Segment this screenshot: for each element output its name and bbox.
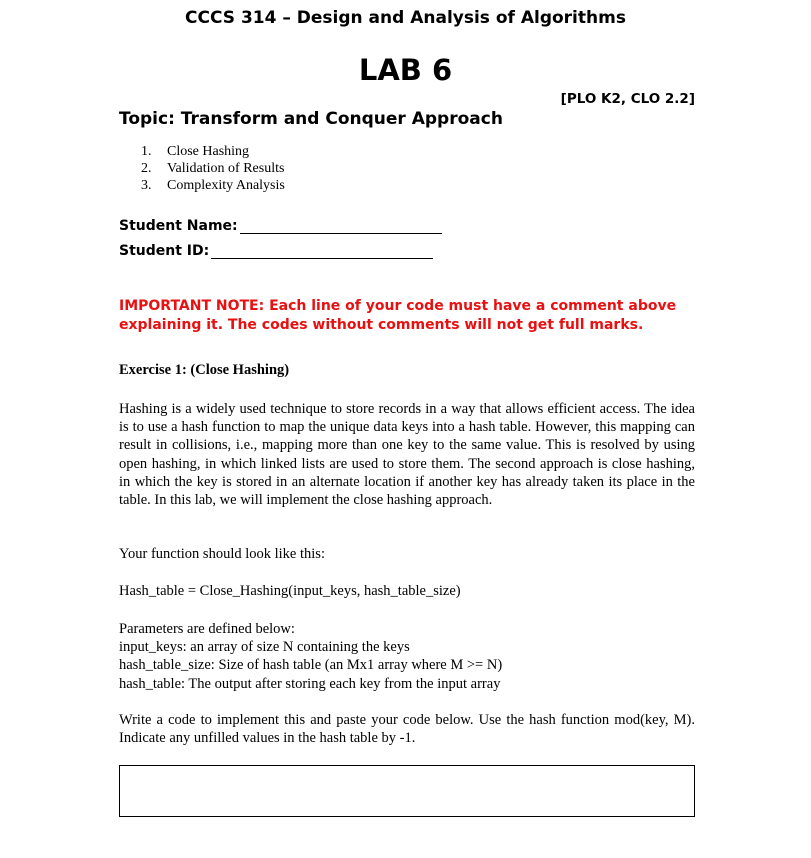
list-text: Complexity Analysis xyxy=(167,178,285,193)
parameter-item: hash_table: The output after storing each key from the input array xyxy=(119,675,501,692)
parameters-block xyxy=(119,620,695,693)
list-number: 3. xyxy=(141,178,152,193)
parameter-item: input_keys: an array of size N containing the keys xyxy=(119,639,410,656)
function-intro: Your function should look like this: xyxy=(119,546,325,562)
exercise-intro-paragraph: Hashing is a widely used technique to store records in a way that allows efficient access. The idea is to use a hash function to map the unique data keys into a hash table. However, this mapping can result in collisions, i.e., mapping more than one key to the same value. This is resolved by using open hashing, in which linked lists are used to store them. The second approach is close hashing, in which the key is stored in an alternate location if another key has already taken its place in the table. In this lab, we will implement the close hashing approach. xyxy=(119,401,695,509)
student-id-label: Student ID: xyxy=(119,243,210,259)
function-signature: Hash_table = Close_Hashing(input_keys, hash_table_size) xyxy=(119,583,461,599)
student-id-field[interactable] xyxy=(119,243,433,259)
topic-list xyxy=(141,143,285,194)
student-name-blank[interactable] xyxy=(240,220,442,234)
list-text: Close Hashing xyxy=(167,144,250,159)
list-text: Validation of Results xyxy=(167,161,285,176)
code-answer-box[interactable] xyxy=(119,765,695,817)
list-number: 1. xyxy=(141,144,152,159)
plo-clo-tag: [PLO K2, CLO 2.2] xyxy=(560,91,695,107)
instruction-paragraph: Write a code to implement this and paste your code below. Use the hash function mod(key, M). Indicate any unfilled values in the hash table by -1. xyxy=(119,712,695,747)
list-number: 2. xyxy=(141,161,152,176)
topic-list-item xyxy=(141,160,285,177)
important-note: IMPORTANT NOTE: Each line of your code must have a comment above explaining it. The codes without comments will not get full marks. xyxy=(119,298,677,333)
parameters-heading: Parameters are defined below: xyxy=(119,621,295,637)
exercise-title: Exercise 1: (Close Hashing) xyxy=(119,362,290,378)
parameter-item: hash_table_size: Size of hash table (an Mx1 array where M >= N) xyxy=(119,657,503,674)
student-id-blank[interactable] xyxy=(211,245,433,259)
topic-list-item xyxy=(141,143,285,160)
topic-heading: Topic: Transform and Conquer Approach xyxy=(119,109,503,129)
student-name-label: Student Name: xyxy=(119,218,238,234)
topic-list-item xyxy=(141,177,285,194)
course-title: CCCS 314 – Design and Analysis of Algorithms xyxy=(185,8,626,28)
student-name-field[interactable] xyxy=(119,218,442,234)
lab-title: LAB 6 xyxy=(358,53,453,87)
